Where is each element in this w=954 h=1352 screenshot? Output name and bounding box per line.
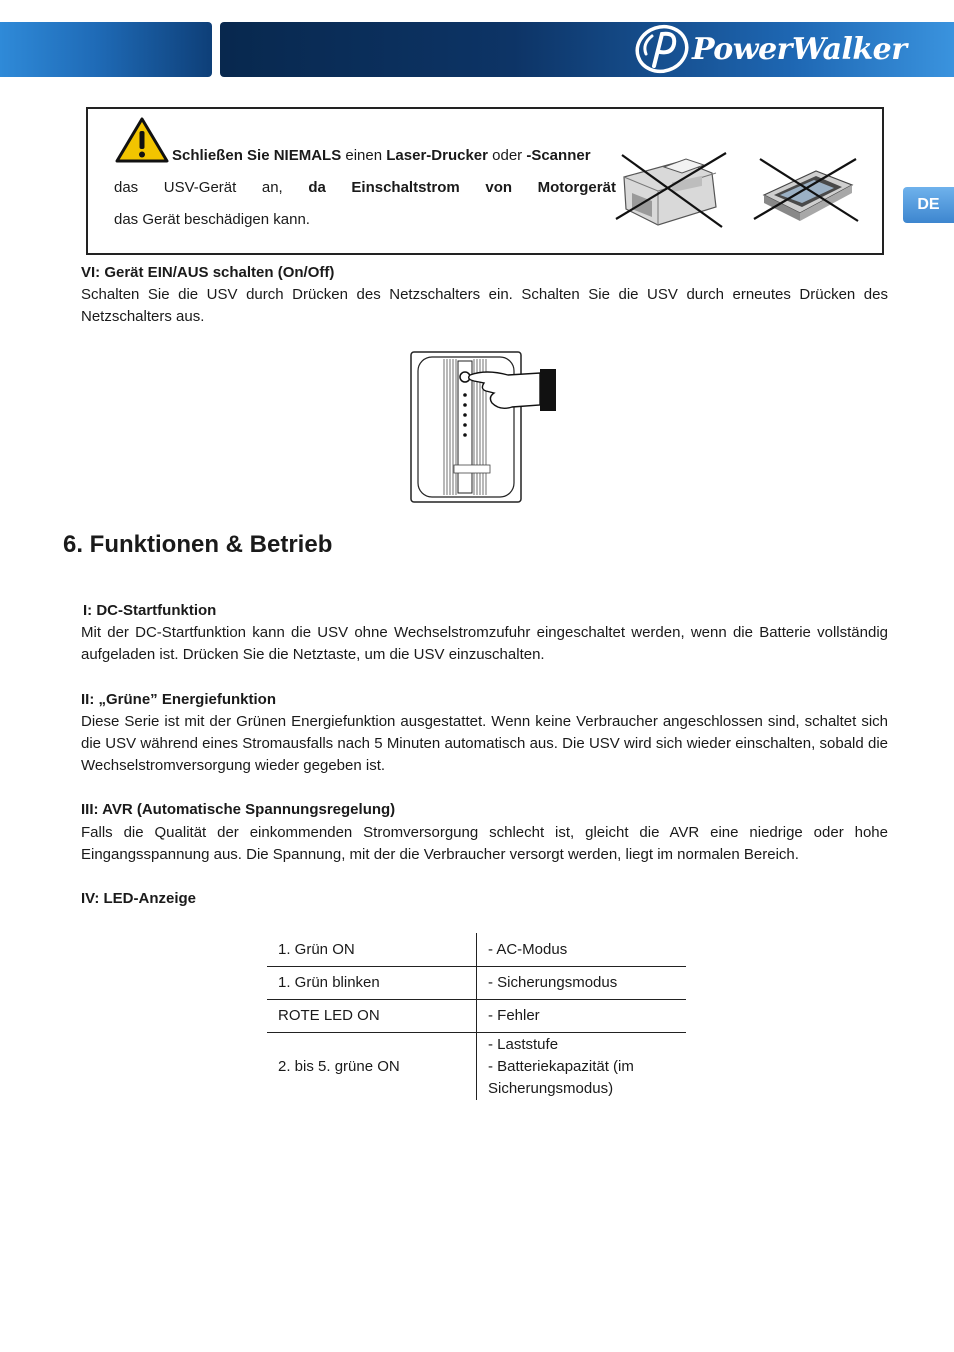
warning-box <box>86 107 884 255</box>
chapter-title: 6. Funktionen & Betrieb <box>63 531 333 558</box>
warning-word: das <box>114 179 139 196</box>
section-vi-heading: VI: Gerät EIN/AUS schalten (On/Off) <box>81 264 335 281</box>
powerwalker-logo <box>632 24 944 74</box>
warning-text-b: oder <box>487 147 527 164</box>
warning-word-bold: von <box>485 179 513 196</box>
warning-line-3: das Gerät beschädigen kann. <box>114 211 310 228</box>
led-meaning-cell: - Fehler <box>477 1000 687 1033</box>
section-ii-heading: II: „Grüne” Energiefunktion <box>81 691 277 708</box>
crossed-out-scanner-image <box>750 155 864 225</box>
crossed-out-laser-printer-image <box>612 147 732 231</box>
led-meaning-line: Sicherungsmodus) <box>488 1079 614 1097</box>
brand-name: PowerWalker <box>692 31 907 67</box>
warning-word-bold: Motorgerät <box>537 179 616 196</box>
warning-scanner: -Scanner <box>526 147 591 164</box>
led-meaning-cell <box>477 1033 687 1101</box>
warning-line-2 <box>114 179 616 196</box>
led-indicator-table <box>267 933 686 1100</box>
section-iv-heading: IV: LED-Anzeige <box>81 890 197 907</box>
section-ii-text: Diese Serie ist mit der Grünen Energiefunktion ausgestattet. Wenn keine Verbraucher angeschlossen sind, schaltet sich die USV während eines Stromausfalls nach 5 Minuten automatisch aus. Die USV wird sich wieder einschalten, sobald die Wechselstromversorgung wieder gegeben ist. <box>81 713 888 774</box>
section-iii-text: Falls die Qualität der einkommenden Stromversorgung schlecht ist, gleicht die AVR eine niedrige oder hohe Eingangsspannung aus. Die Spannung, mit der die Verbraucher versorgt werden, liegt im normalen Bereich. <box>81 824 888 863</box>
table-row <box>267 933 686 967</box>
section-iii-heading: III: AVR (Automatische Spannungsregelung) <box>81 801 396 818</box>
warning-word: USV-Gerät <box>163 179 237 196</box>
led-meaning-line: - Laststufe <box>488 1035 559 1053</box>
led-state-cell: 1. Grün blinken <box>267 967 477 1000</box>
ups-power-button-illustration <box>408 349 560 505</box>
led-state-cell: 1. Grün ON <box>267 933 477 967</box>
warning-never: Schließen Sie NIEMALS <box>172 147 342 164</box>
warning-word-bold: da <box>308 179 326 196</box>
led-state-cell: ROTE LED ON <box>267 1000 477 1033</box>
language-tab[interactable]: DE <box>903 187 954 223</box>
warning-line-1 <box>172 147 591 164</box>
warning-text-a: einen <box>341 147 387 164</box>
section-vi-text: Schalten Sie die USV durch Drücken des Netzschalters ein. Schalten Sie die USV durch erneutes Drücken des Netzschalters aus. <box>81 286 888 325</box>
table-row <box>267 1000 686 1033</box>
table-row <box>267 1033 686 1101</box>
led-meaning-line: - Batteriekapazität (im <box>488 1057 634 1075</box>
warning-word-bold: Einschaltstrom <box>351 179 460 196</box>
warning-triangle-icon <box>114 116 170 164</box>
section-i-heading: I: DC-Startfunktion <box>83 602 217 619</box>
section-i-text: Mit der DC-Startfunktion kann die USV ohne Wechselstromzufuhr eingeschaltet werden, wenn die Batterie vollständig aufgeladen ist. Drücken Sie die Netztaste, um die USV einzuschalten. <box>81 624 888 663</box>
led-meaning-cell: - AC-Modus <box>477 933 687 967</box>
warning-word: an, <box>261 179 283 196</box>
warning-laser-printer: Laser-Drucker <box>386 147 488 164</box>
led-meaning-cell: - Sicherungsmodus <box>477 967 687 1000</box>
powerwalker-logo-icon <box>632 24 690 74</box>
led-state-cell: 2. bis 5. grüne ON <box>267 1033 477 1101</box>
table-row <box>267 967 686 1000</box>
header-band-left <box>0 22 212 77</box>
